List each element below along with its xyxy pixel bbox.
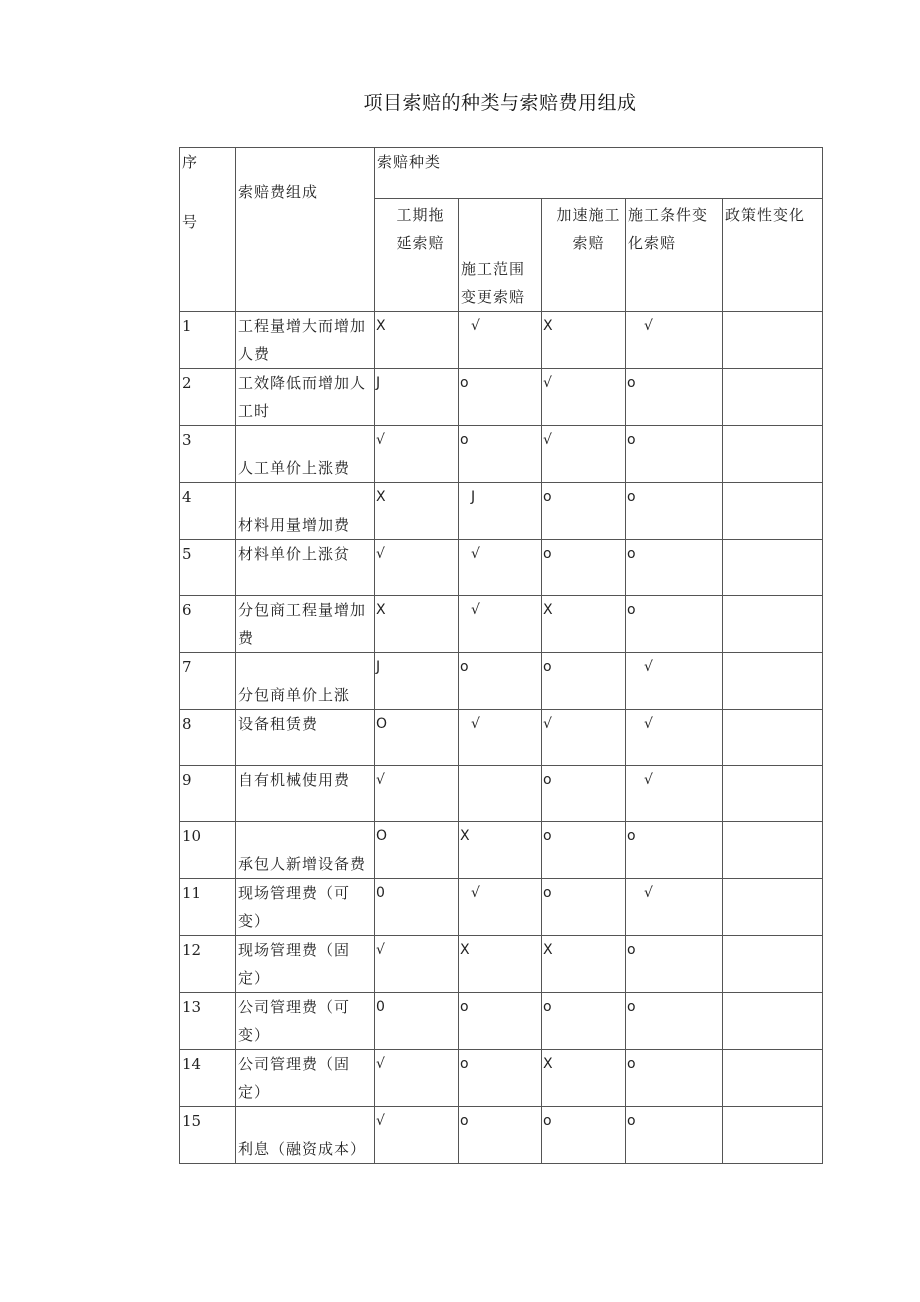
table-row bbox=[180, 369, 823, 426]
mark-condition: √ bbox=[644, 885, 653, 901]
mark-scope: o bbox=[460, 659, 469, 675]
row-number: 8 bbox=[182, 715, 192, 733]
mark-condition: √ bbox=[644, 659, 653, 675]
col-header-accel bbox=[542, 199, 626, 312]
row-item: 承包人新增设备费 bbox=[238, 855, 367, 873]
row-number: 7 bbox=[182, 658, 192, 676]
row-item: 人工单价上涨费 bbox=[238, 459, 351, 477]
row-item: 分包商工程量增加费 bbox=[238, 601, 367, 647]
mark-condition: o bbox=[627, 1056, 636, 1072]
mark-scope: o bbox=[460, 375, 469, 391]
mark-delay: J bbox=[376, 375, 381, 391]
mark-accel: o bbox=[543, 772, 552, 788]
mark-delay: √ bbox=[376, 1113, 385, 1129]
row-number: 14 bbox=[182, 1055, 202, 1073]
mark-accel: √ bbox=[543, 375, 552, 391]
row-item: 自有机械使用费 bbox=[238, 771, 351, 789]
table-row bbox=[180, 1107, 823, 1164]
mark-accel: o bbox=[543, 885, 552, 901]
table-row bbox=[180, 822, 823, 879]
table-row bbox=[180, 879, 823, 936]
table-row bbox=[180, 936, 823, 993]
table-row bbox=[180, 1050, 823, 1107]
mark-scope: √ bbox=[471, 546, 480, 562]
row-number: 3 bbox=[182, 431, 192, 449]
table-row bbox=[180, 653, 823, 710]
mark-delay: 0 bbox=[376, 885, 385, 901]
table-row bbox=[180, 596, 823, 653]
claims-table bbox=[179, 147, 823, 1164]
mark-scope: o bbox=[460, 1056, 469, 1072]
mark-scope: X bbox=[460, 942, 470, 958]
seq-header-cell bbox=[180, 148, 236, 312]
component-header-cell bbox=[236, 148, 375, 312]
mark-condition: o bbox=[627, 999, 636, 1015]
mark-condition: o bbox=[627, 489, 636, 505]
row-item: 工效降低而增加人工时 bbox=[238, 374, 367, 420]
mark-condition: o bbox=[627, 828, 636, 844]
row-number: 10 bbox=[182, 827, 202, 845]
mark-scope: o bbox=[460, 432, 469, 448]
mark-scope: √ bbox=[471, 716, 480, 732]
mark-condition: √ bbox=[644, 318, 653, 334]
mark-accel: o bbox=[543, 1113, 552, 1129]
mark-delay: √ bbox=[376, 432, 385, 448]
col-header-condition bbox=[626, 199, 723, 312]
col-header-policy bbox=[723, 199, 823, 312]
col-header-scope-label: 施工范围变更索赔 bbox=[461, 260, 526, 306]
mark-condition: o bbox=[627, 942, 636, 958]
mark-delay: X bbox=[376, 602, 386, 618]
header-row-1 bbox=[180, 148, 823, 199]
col-header-accel-label: 加速施工索赔 bbox=[556, 206, 621, 252]
mark-scope: o bbox=[460, 1113, 469, 1129]
mark-condition: o bbox=[627, 432, 636, 448]
row-item: 现场管理费（固定） bbox=[238, 941, 351, 987]
mark-delay: J bbox=[376, 659, 381, 675]
row-number: 1 bbox=[182, 317, 192, 335]
col-header-policy-label: 政策性变化 bbox=[725, 206, 806, 224]
mark-scope: o bbox=[460, 999, 469, 1015]
row-item: 现场管理费（可变） bbox=[238, 884, 351, 930]
row-number: 12 bbox=[182, 941, 202, 959]
mark-delay: √ bbox=[376, 772, 385, 788]
mark-accel: o bbox=[543, 489, 552, 505]
row-number: 11 bbox=[182, 884, 202, 902]
table-row bbox=[180, 312, 823, 369]
mark-accel: X bbox=[543, 602, 553, 618]
mark-delay: √ bbox=[376, 1056, 385, 1072]
page-title: 项目索赔的种类与索赔费用组成 bbox=[363, 92, 637, 114]
row-item: 利息（融资成本） bbox=[238, 1140, 367, 1158]
seq-header-top: 序 bbox=[182, 153, 198, 171]
mark-scope: J bbox=[471, 489, 476, 505]
table-row bbox=[180, 483, 823, 540]
mark-accel: X bbox=[543, 318, 553, 334]
row-number: 2 bbox=[182, 374, 192, 392]
mark-scope: X bbox=[460, 828, 470, 844]
table-row bbox=[180, 993, 823, 1050]
col-header-delay bbox=[375, 199, 459, 312]
mark-condition: o bbox=[627, 1113, 636, 1129]
col-header-scope bbox=[459, 199, 542, 312]
mark-accel: √ bbox=[543, 432, 552, 448]
mark-scope: √ bbox=[471, 602, 480, 618]
mark-accel: o bbox=[543, 828, 552, 844]
table-row bbox=[180, 710, 823, 766]
row-item: 分包商单价上涨 bbox=[238, 686, 351, 704]
row-item: 工程量增大而增加人费 bbox=[238, 317, 367, 363]
row-item: 公司管理费（可变） bbox=[238, 998, 351, 1044]
mark-accel: X bbox=[543, 942, 553, 958]
component-header: 索赔费组成 bbox=[238, 183, 319, 201]
mark-accel: o bbox=[543, 999, 552, 1015]
mark-condition: o bbox=[627, 602, 636, 618]
col-header-condition-label: 施工条件变化索赔 bbox=[628, 206, 709, 252]
mark-accel: o bbox=[543, 546, 552, 562]
mark-condition: o bbox=[627, 546, 636, 562]
row-number: 9 bbox=[182, 771, 192, 789]
row-number: 13 bbox=[182, 998, 202, 1016]
mark-delay: X bbox=[376, 318, 386, 334]
mark-scope: √ bbox=[471, 885, 480, 901]
row-number: 6 bbox=[182, 601, 192, 619]
mark-condition: √ bbox=[644, 716, 653, 732]
row-item: 材料单价上涨贫 bbox=[238, 545, 351, 563]
mark-accel: √ bbox=[543, 716, 552, 732]
seq-header-bottom: 号 bbox=[182, 213, 198, 231]
table-row bbox=[180, 766, 823, 822]
mark-delay: √ bbox=[376, 546, 385, 562]
claim-types-header: 索赔种类 bbox=[377, 153, 442, 171]
mark-delay: X bbox=[376, 489, 386, 505]
mark-delay: O bbox=[376, 828, 388, 844]
mark-condition: o bbox=[627, 375, 636, 391]
row-number: 5 bbox=[182, 545, 192, 563]
table-row bbox=[180, 426, 823, 483]
mark-accel: o bbox=[543, 659, 552, 675]
row-item: 材料用量增加费 bbox=[238, 516, 351, 534]
row-number: 4 bbox=[182, 488, 192, 506]
row-number: 15 bbox=[182, 1112, 202, 1130]
col-header-delay-label: 工期拖延索赔 bbox=[396, 206, 445, 252]
table-row bbox=[180, 540, 823, 596]
mark-scope: √ bbox=[471, 318, 480, 334]
mark-accel: X bbox=[543, 1056, 553, 1072]
mark-condition: √ bbox=[644, 772, 653, 788]
mark-delay: √ bbox=[376, 942, 385, 958]
mark-delay: O bbox=[376, 716, 388, 732]
mark-delay: 0 bbox=[376, 999, 385, 1015]
row-item: 设备租赁费 bbox=[238, 715, 319, 733]
row-item: 公司管理费（固定） bbox=[238, 1055, 351, 1101]
claim-types-header-cell bbox=[375, 148, 823, 199]
